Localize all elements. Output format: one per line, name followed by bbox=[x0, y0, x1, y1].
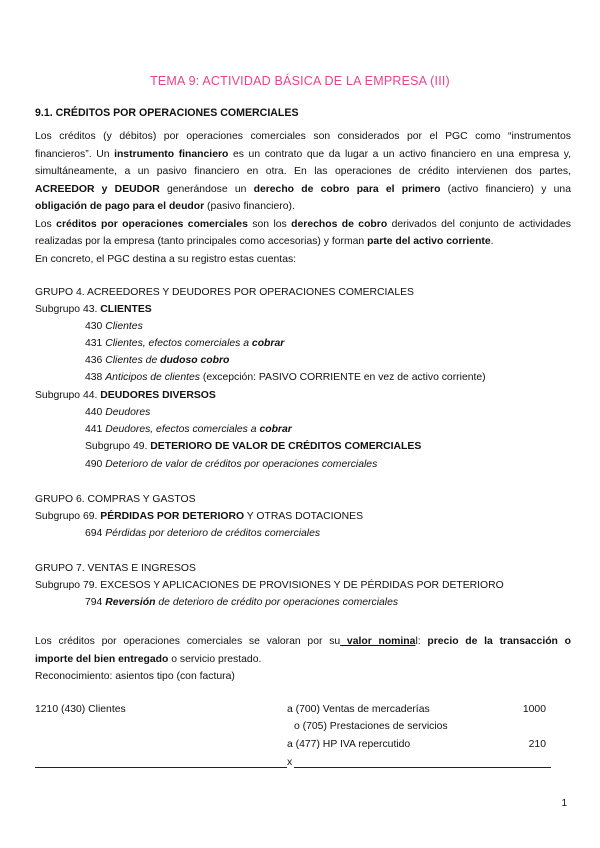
text-line: financieros”. Un instrumento financiero es un contrato que da lugar a un activo financiero en una empresa y, bbox=[35, 148, 572, 160]
text-line: importe del bien entregado o servicio prestado. bbox=[35, 653, 262, 665]
subgroup-44: Subgrupo 44. DEUDORES DIVERSOS bbox=[35, 390, 216, 401]
entry-credit-477: a (477) HP IVA repercutido bbox=[287, 739, 411, 750]
paragraph-intro bbox=[35, 128, 571, 268]
entry-rule-left bbox=[35, 767, 287, 768]
entry-rule-right bbox=[294, 767, 551, 768]
text-line: Los créditos por operaciones comerciales son los derechos de cobro derivados del conjunto de actividades bbox=[35, 218, 572, 230]
account-794: 794 Reversión de deterioro de crédito por operaciones comerciales bbox=[85, 597, 399, 608]
account-438: 438 Anticipos de clientes (excepción: PASIVO CORRIENTE en vez de activo corriente) bbox=[85, 372, 486, 383]
subgroup-79: Subgrupo 79. EXCESOS Y APLICACIONES DE PROVISIONES Y DE PÉRDIDAS POR DETERIORO bbox=[35, 580, 504, 591]
page-number: 1 bbox=[561, 798, 567, 809]
text-line: Reconocimiento: asientos tipo (con factura) bbox=[35, 671, 235, 682]
text-line: ACREEDOR y DEUDOR generándose un derecho de cobro para el primero (activo financiero) y una bbox=[35, 183, 571, 195]
page-title: TEMA 9: ACTIVIDAD BÁSICA DE LA EMPRESA (III) bbox=[150, 74, 450, 88]
entry-separator: x bbox=[287, 757, 293, 768]
group-6-header: GRUPO 6. COMPRAS Y GASTOS bbox=[35, 494, 196, 505]
entry-credit-700: a (700) Ventas de mercaderías bbox=[287, 704, 430, 715]
entry-debit: 1210 (430) Clientes bbox=[35, 704, 126, 715]
subgroup-49: Subgrupo 49. DETERIORO DE VALOR DE CRÉDITOS COMERCIALES bbox=[85, 441, 422, 452]
account-440: 440 Deudores bbox=[85, 407, 151, 418]
subgroup-69: Subgrupo 69. PÉRDIDAS POR DETERIORO Y OTRAS DOTACIONES bbox=[35, 511, 364, 522]
account-436: 436 Clientes de dudoso cobro bbox=[85, 355, 230, 366]
text-line: realizadas por la empresa (tanto principales como accesorias) y forman parte del activo corriente. bbox=[35, 236, 494, 247]
text-line: Los créditos (y débitos) por operaciones comerciales son considerados por el PGC como “instrumentos bbox=[35, 131, 571, 142]
group-4-header: GRUPO 4. ACREEDORES Y DEUDORES POR OPERACIONES COMERCIALES bbox=[35, 287, 414, 298]
account-430: 430 Clientes bbox=[85, 321, 143, 332]
paragraph-valuation bbox=[35, 633, 571, 686]
account-441: 441 Deudores, efectos comerciales a cobrar bbox=[85, 424, 292, 435]
text-line: obligación de pago para el deudor (pasivo financiero). bbox=[35, 201, 295, 212]
entry-credit-705: o (705) Prestaciones de servicios bbox=[294, 721, 448, 732]
account-694: 694 Pérdidas por deterioro de créditos comerciales bbox=[85, 528, 321, 539]
entry-amount-477: 210 bbox=[528, 739, 546, 750]
account-431: 431 Clientes, efectos comerciales a cobrar bbox=[85, 338, 285, 349]
entry-amount-700: 1000 bbox=[522, 704, 546, 715]
account-490: 490 Deterioro de valor de créditos por operaciones comerciales bbox=[85, 459, 378, 470]
text-line: En concreto, el PGC destina a su registro estas cuentas: bbox=[35, 253, 297, 265]
group-7-header: GRUPO 7. VENTAS E INGRESOS bbox=[35, 563, 196, 574]
text-line: Los créditos por operaciones comerciales se valoran por su valor nominal: precio de la transacción o bbox=[35, 636, 571, 647]
text-line: simultáneamente, a un pasivo financiero en otra. En las operaciones de crédito intervienen dos partes, bbox=[35, 166, 571, 177]
section-heading: 9.1. CRÉDITOS POR OPERACIONES COMERCIALES bbox=[35, 107, 299, 119]
subgroup-43: Subgrupo 43. CLIENTES bbox=[35, 304, 152, 315]
